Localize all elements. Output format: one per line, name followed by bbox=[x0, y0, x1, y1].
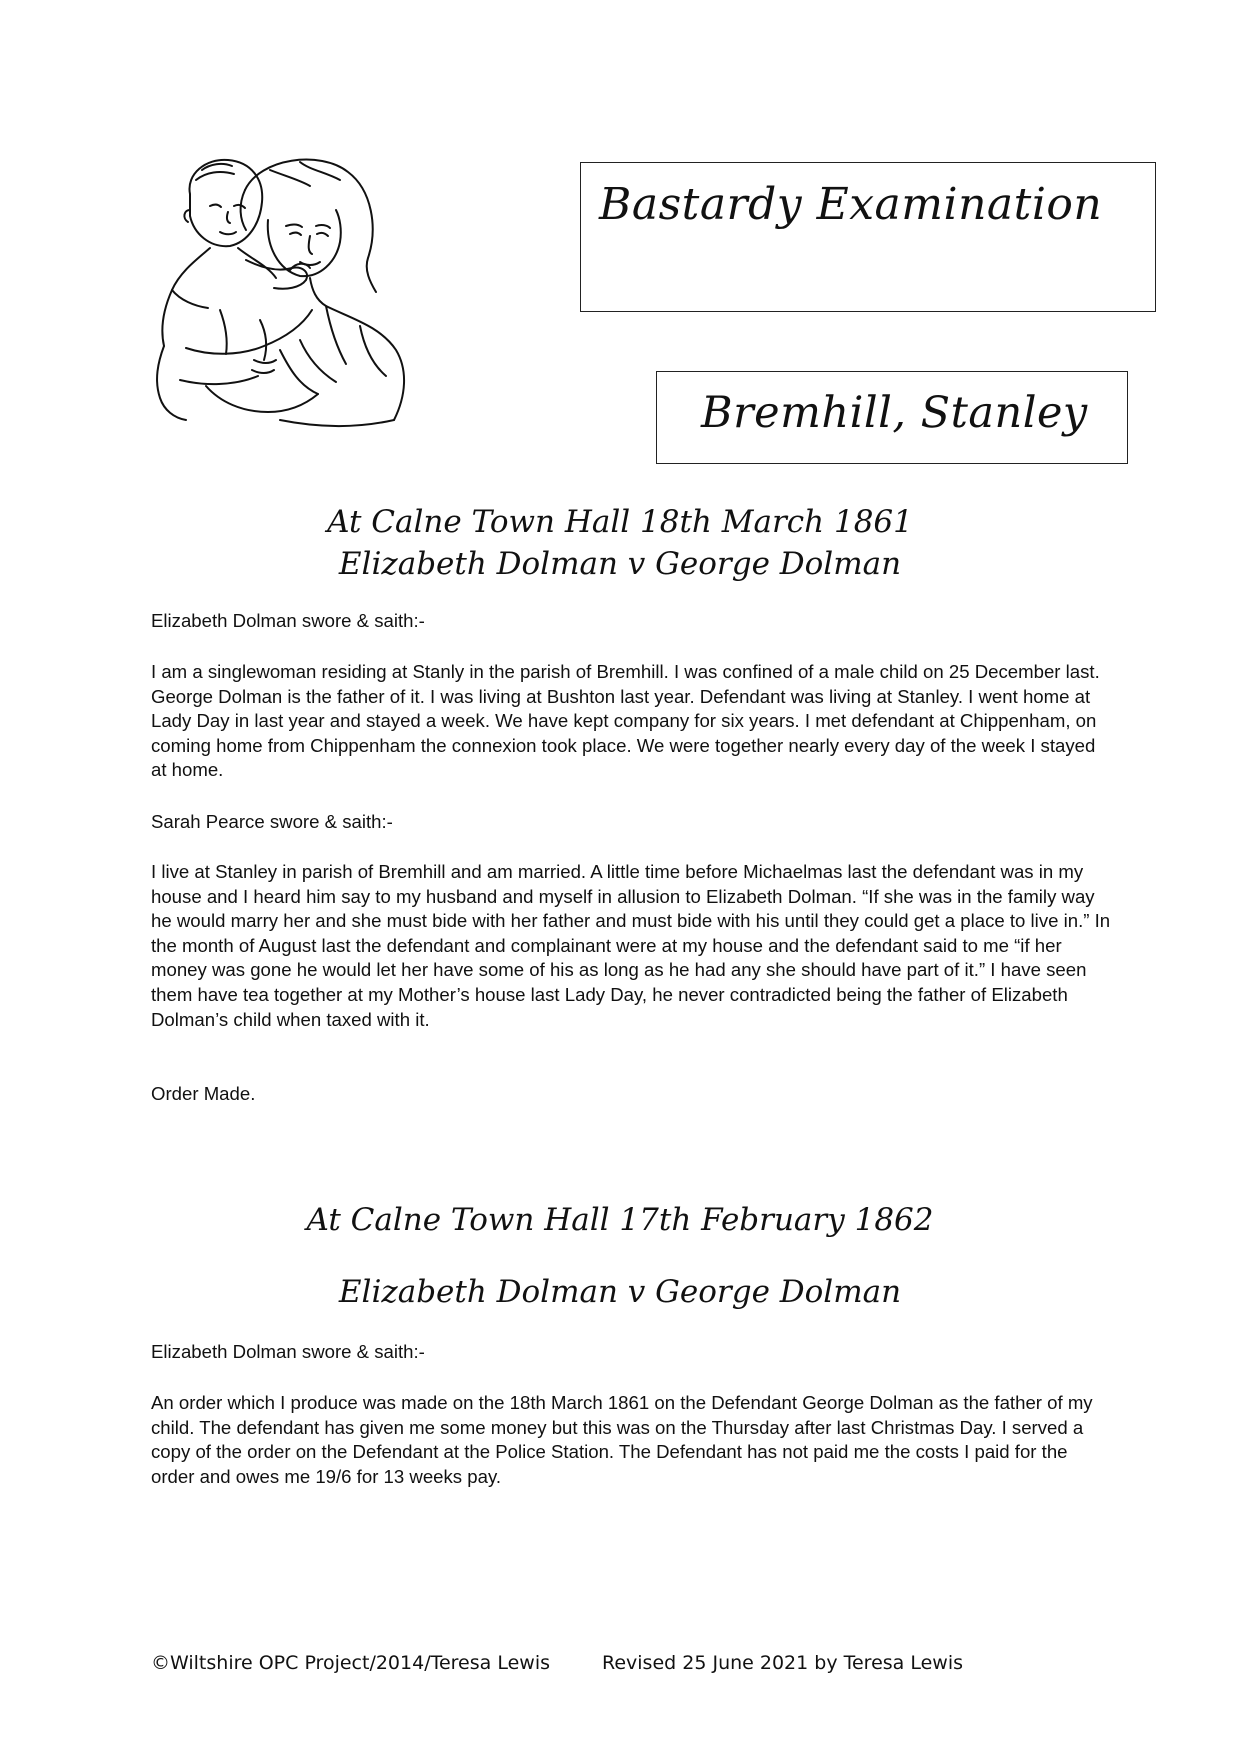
footer-revised: Revised 25 June 2021 by Teresa Lewis bbox=[602, 1652, 964, 1674]
case1-witness1-intro: Elizabeth Dolman swore & saith:- bbox=[151, 610, 425, 631]
case2-heading-line2: Elizabeth Dolman v George Dolman bbox=[338, 1274, 902, 1310]
title-box bbox=[580, 162, 1156, 312]
mother-and-child-illustration-icon bbox=[150, 150, 410, 442]
case1-witness2-statement: I live at Stanley in parish of Bremhill and am married. A little time before Michaelmas last the defendant was in my house and I heard him say to my husband and myself in allusion to Elizabeth Dolman. “If she was in the family way he would marry her and she must bide with her father and must bide with his until they could get a place to live in.” In the month of August last the defendant and complainant were at my house and the defendant said to me “if her money was gone he would let her have some of his as long as he had any she should have part of it.” I have seen them have tea together at my Mother’s house last Lady Day, he never contradicted being the father of Elizabeth Dolman’s child when taxed with it. bbox=[151, 861, 1111, 1030]
case2-witness1-statement: An order which I produce was made on the 18th March 1861 on the Defendant George Dolman as the father of my child. The defendant has given me some money but this was on the Thursday after last Christmas Day. I served a copy of the order on the Defendant at the Police Station. The Defendant has not paid me the costs I paid for the order and owes me 19/6 for 13 weeks pay. bbox=[151, 1392, 1093, 1487]
case1-heading-line2: Elizabeth Dolman v George Dolman bbox=[338, 546, 902, 582]
case1-heading-line1: At Calne Town Hall 18th March 1861 bbox=[327, 504, 913, 540]
case2-witness1-intro: Elizabeth Dolman swore & saith:- bbox=[151, 1341, 425, 1362]
case1-witness2-intro: Sarah Pearce swore & saith:- bbox=[151, 811, 393, 832]
footer-copyright: ©Wiltshire OPC Project/2014/Teresa Lewis bbox=[151, 1652, 550, 1674]
document-title: Bastardy Examination bbox=[599, 179, 1103, 230]
place-box bbox=[656, 371, 1128, 464]
case1-outcome: Order Made. bbox=[151, 1083, 256, 1104]
case1-witness1-statement: I am a singlewoman residing at Stanly in the parish of Bremhill. I was confined of a male child on 25 December last. George Dolman is the father of it. I was living at Bushton last year. Defendant was living at Stanley. I went home at Lady Day in last year and stayed a week. We have kept company for six years. I met defendant at Chippenham, on coming home from Chippenham the connexion took place. We were together nearly every day of the week I stayed at home. bbox=[151, 661, 1100, 781]
case2-heading-line1: At Calne Town Hall 17th February 1862 bbox=[306, 1202, 934, 1238]
place-title: Bremhill, Stanley bbox=[701, 388, 1088, 438]
